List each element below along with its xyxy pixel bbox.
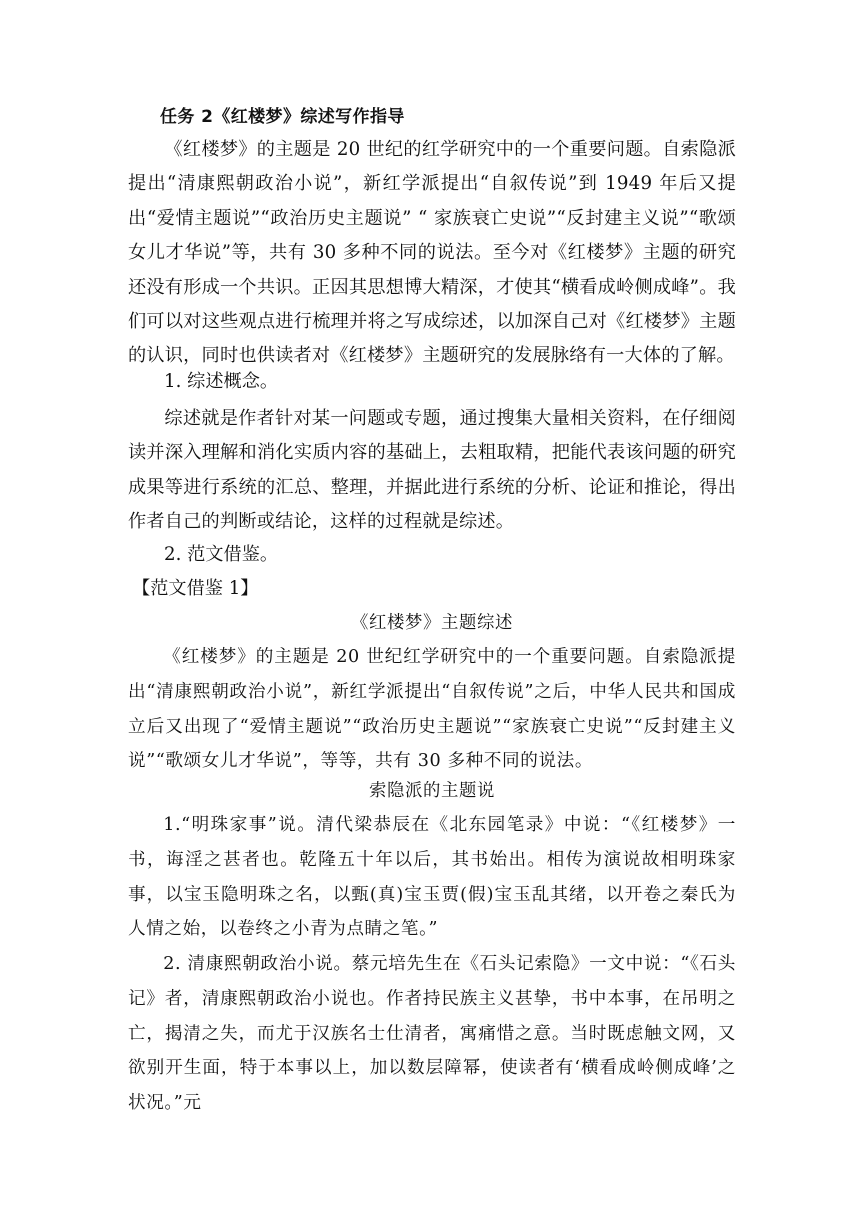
section1-body: 综述就是作者针对某一问题或专题，通过搜集大量相关资料，在仔细阅读并深入理解和消化实质内容的基础上，去粗取精，把能代表该问题的研究成果等进行系统的汇总、整理，并据此进行系统的分析、论证和推论，得出作者自己的判断或结论，这样的过程就是综述。: [128, 408, 736, 533]
example-title: 《红楼梦》主题综述: [351, 613, 513, 633]
item-2: 2. 清康熙朝政治小说。蔡元培先生在《石头记索隐》一文中说：“《石头记》者，清康熙朝政治小说也。作者持民族主义甚挚，书中本事，在吊明之亡，揭清之失，而尤于汉族名士仕清者，寓痛惜之意。当时既虑触文网，又欲别开生面，特于本事以上，加以数层障幂，使读者有‘横看成岭侧成峰’之状况。”元: [128, 954, 736, 1114]
section1-title: 1. 综述概念。: [164, 371, 279, 392]
intro-paragraph: 《红楼梦》的主题是 20 世纪的红学研究中的一个重要问题。自索隐派提出“清康熙朝政治小说”，新红学派提出“自叙传说”到 1949 年后又提出“爱情主题说”“政治历史主题说” “ 家族衰亡史说”“反封建主义说”“歌颂女儿才华说”等，共有 30 多种不同的说法。至今对《红楼梦》主题的研究还没有形成一个共识。正因其思想博大精深，才使其“横看成岭侧成峰”。我们可以对这些观点进行梳理并将之写成综述，以加深自己对《红楼梦》主题的认识，同时也供读者对《红楼梦》主题研究的发展脉络有一大体的了解。: [128, 139, 736, 367]
section2-title: 2. 范文借鉴。: [164, 544, 279, 565]
item-1: 1.“明珠家事”说。清代梁恭辰在《北东园笔录》中说：“《红楼梦》一书，诲淫之甚者也。乾隆五十年以后，其书始出。相传为演说故相明珠家事，以宝玉隐明珠之名，以甄(真)宝玉贾(假)宝玉乱其绪，以开卷之秦氏为人情之始，以卷终之小青为点睛之笔。”: [128, 815, 736, 940]
task-heading: 任务 2《红楼梦》综述写作指导: [160, 107, 405, 127]
example-intro: 《红楼梦》的主题是 20 世纪红学研究中的一个重要问题。自索隐派提出“清康熙朝政治小说”，新红学派提出“自叙传说”之后，中华人民共和国成立后又出现了“爱情主题说”“政治历史主题说”“家族衰亡史说”“反封建主义说”“歌颂女儿才华说”，等等，共有 30 多种不同的说法。: [128, 647, 736, 772]
subheading: 索隐派的主题说: [369, 781, 495, 801]
example-label: 【范文借鉴 1】: [132, 578, 259, 599]
